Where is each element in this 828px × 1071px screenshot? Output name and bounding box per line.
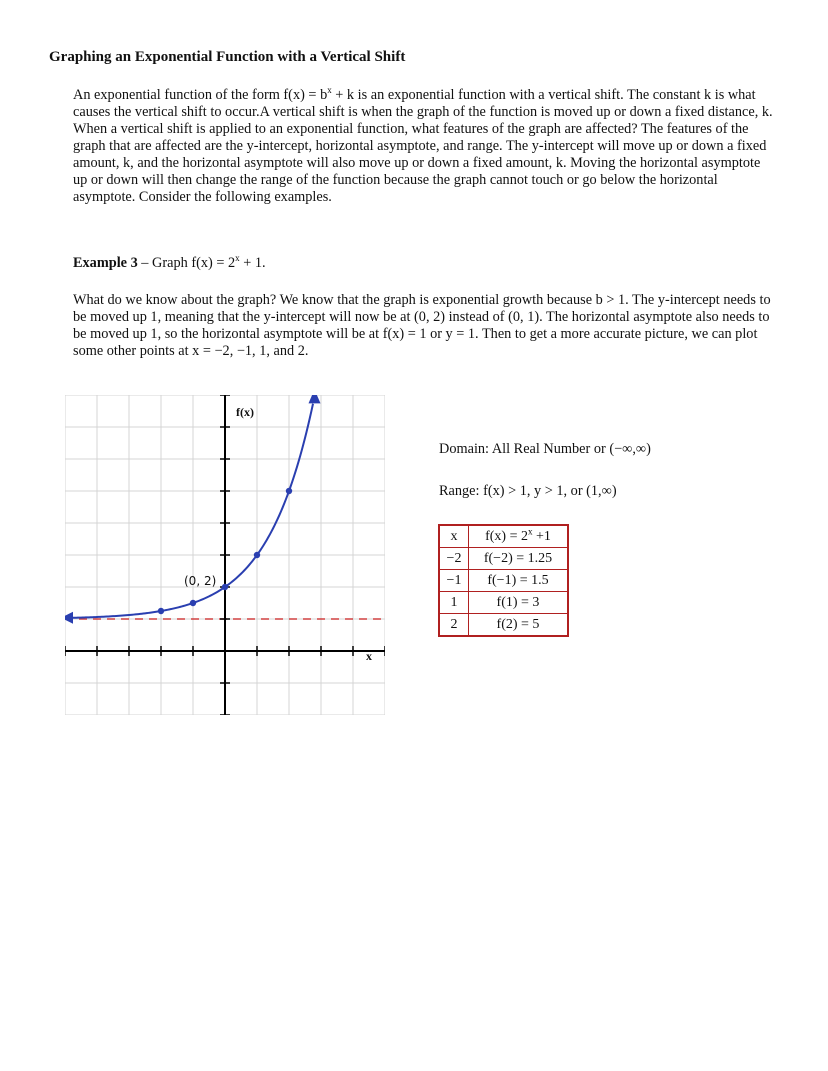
intro-text-rest: + k is an exponential function with a vertical shift. The constant k is what causes the vertical shift to occur.A vertical shift is when the graph of the function is moved up or down a fixed distance, k. When a vertical shift is applied to an exponential function, what features of the graph are affected? The features of the graph that are affected are the y-intercept, horizontal asymptote, and range. The y-intercept will move up or down a fixed amount, k, and the horizontal asymptote will also move up or down a fixed amount, k. Moving the horizontal asymptote up or down will then change the range of the function because the graph cannot touch or go below the horizontal asymptote. Consider the following examples. (73, 87, 773, 205)
data-point (254, 552, 260, 558)
header-fx-exponent: x (527, 525, 533, 536)
header-fx-text: f(x) = 2 (485, 528, 528, 544)
table-row (439, 614, 568, 637)
data-point (158, 608, 164, 614)
table-cell-fx: f(−1) = 1.5 (469, 570, 569, 592)
table-row (439, 592, 568, 614)
example-text: Graph f(x) = 2 (152, 255, 236, 271)
table-cell-fx: f(1) = 3 (469, 592, 569, 614)
table-cell-fx: f(2) = 5 (469, 614, 569, 637)
curve-top-arrow-icon (308, 395, 320, 403)
table-row (439, 570, 568, 592)
curve-left-arrow-icon (65, 612, 73, 624)
analysis-paragraph: What do we know about the graph? We know that the graph is exponential growth because b > 1. The y-intercept needs to be moved up 1, meaning that the y-intercept will now be at (0, 2) instead of (0, 1). The horizontal asymptote also needs to be moved up 1, so the horizontal asymptote will be at f(x) = 1 or y = 1. Then to get a more accurate picture, we can plot some other points at x = −2, −1, 1, and 2. (73, 292, 771, 359)
table-cell-x: 1 (439, 592, 469, 614)
data-point (222, 584, 228, 590)
page-title: Graphing an Exponential Function with a Vertical Shift (49, 49, 406, 65)
values-table (438, 524, 569, 637)
example-heading (73, 255, 266, 272)
intro-paragraph (73, 87, 773, 206)
intro-text-start: An exponential function of the form f(x) = b (73, 87, 328, 103)
table-cell-x: −1 (439, 570, 469, 592)
y-axis-label: f(x) (236, 405, 254, 419)
intro-exponent: x (327, 85, 332, 96)
header-fx-end: +1 (532, 528, 551, 544)
table-header-row (439, 525, 568, 548)
header-x: x (439, 525, 469, 548)
range-text: Range: f(x) > 1, y > 1, or (1,∞) (439, 483, 617, 499)
example-text-end: + 1. (239, 255, 266, 271)
table-row (439, 548, 568, 570)
table-cell-fx: f(−2) = 1.25 (469, 548, 569, 570)
domain-text: Domain: All Real Number or (−∞,∞) (439, 441, 651, 457)
example-dash: – (137, 255, 153, 271)
table-cell-x: 2 (439, 614, 469, 637)
header-fx (469, 525, 569, 548)
data-point (190, 600, 196, 606)
exponential-graph (65, 395, 385, 715)
y-intercept-label: (0, 2) (184, 574, 217, 588)
data-point (286, 488, 292, 494)
x-axis-label: x (366, 649, 372, 663)
table-cell-x: −2 (439, 548, 469, 570)
example-label: Example 3 (73, 255, 138, 271)
example-exponent: x (235, 253, 240, 264)
